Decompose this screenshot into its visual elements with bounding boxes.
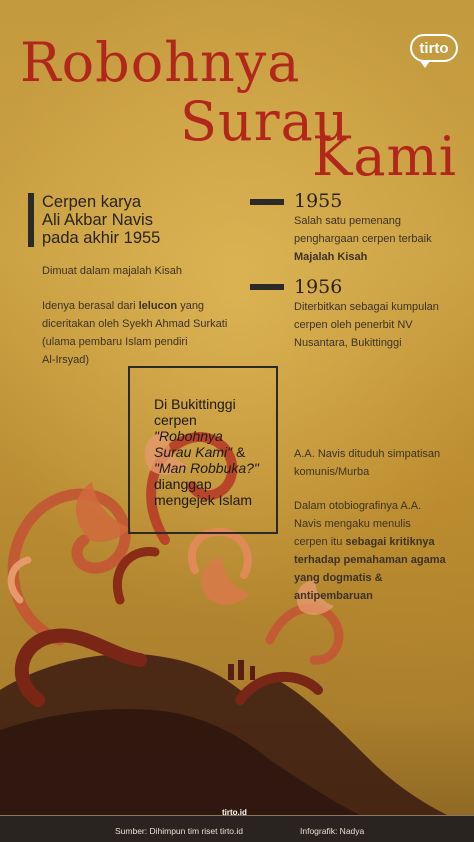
autobiography-text	[294, 497, 464, 605]
autobiography-line-3-bold: sebagai kritiknya	[345, 536, 435, 548]
intro-accent-bar	[28, 193, 34, 247]
timeline-1955-line-2: penghargaan cerpen terbaik	[294, 233, 432, 245]
quote-line-6: dianggap	[154, 476, 212, 492]
intro-heading-line-3: pada akhir 1955	[42, 229, 161, 247]
idea-line-2: diceritakan oleh Syekh Ahmad Surkati	[42, 318, 228, 330]
accusation-text	[294, 445, 464, 481]
footer-credit: Infografik: Nadya	[300, 826, 365, 836]
idea-bold: lelucon	[138, 300, 178, 312]
quote-line-1: Di Bukittinggi	[154, 396, 236, 412]
autobiography-line-2: Navis mengaku menulis	[294, 518, 411, 530]
accusation-line-2: komunis/Murba	[294, 466, 370, 478]
intro-heading-line-2: Ali Akbar Navis	[42, 211, 153, 229]
autobiography-line-5: yang dogmatis &	[294, 572, 383, 584]
quote-line-4-suffix: &	[232, 444, 246, 460]
title-line-3: Kami	[312, 125, 458, 188]
tirto-logo	[410, 34, 458, 62]
idea-line-4: Al-Irsyad)	[42, 354, 90, 366]
logo-text: tirto	[419, 39, 449, 57]
timeline-1955-line-1: Salah satu pemenang	[294, 215, 402, 227]
idea-prefix: Idenya berasal dari	[42, 300, 139, 312]
quote-line-5: "Man Robbuka?"	[154, 460, 259, 476]
idea-line1-suffix: yang	[177, 300, 205, 312]
timeline-text-1955	[294, 212, 464, 266]
autobiography-line-4: terhadap pemahaman agama	[294, 554, 446, 566]
timeline-1955-line-3: Majalah Kisah	[294, 251, 368, 263]
quote-line-7: mengejek Islam	[154, 492, 253, 508]
autobiography-line-3-prefix: cerpen itu	[294, 536, 346, 548]
autobiography-line-6: antipembaruan	[294, 590, 373, 602]
footer-source: Sumber: Dihimpun tim riset tirto.id	[115, 826, 244, 836]
timeline-year-1955: 1955	[294, 190, 343, 212]
published-note: Dimuat dalam majalah Kisah	[42, 265, 183, 277]
quote-line-4: Surau Kami"	[154, 444, 233, 460]
quote-line-3: "Robohnya	[154, 428, 223, 444]
timeline-1956-line-3: Nusantara, Bukittinggi	[294, 337, 402, 349]
quote-text	[154, 396, 282, 508]
timeline-year-1956: 1956	[294, 276, 343, 298]
autobiography-line-1: Dalam otobiografinya A.A.	[294, 500, 422, 512]
idea-paragraph	[42, 297, 262, 369]
timeline-dash-1955	[250, 199, 284, 205]
timeline-text-1956	[294, 298, 464, 352]
timeline-1956-line-2: cerpen oleh penerbit NV	[294, 319, 413, 331]
timeline-1956-line-1: Diterbitkan sebagai kumpulan	[294, 301, 439, 313]
quote-line-2: cerpen	[154, 412, 197, 428]
timeline-dash-1956	[250, 284, 284, 290]
footer-brand: tirto.id	[222, 808, 247, 817]
title-line-1: Robohnya	[20, 31, 301, 94]
intro-heading-line-1: Cerpen karya	[42, 193, 142, 211]
title-line-2: Surau	[180, 90, 350, 153]
accusation-line-1: A.A. Navis dituduh simpatisan	[294, 448, 441, 460]
intro-heading	[42, 193, 222, 247]
idea-line-3: (ulama pembaru Islam pendiri	[42, 336, 188, 348]
